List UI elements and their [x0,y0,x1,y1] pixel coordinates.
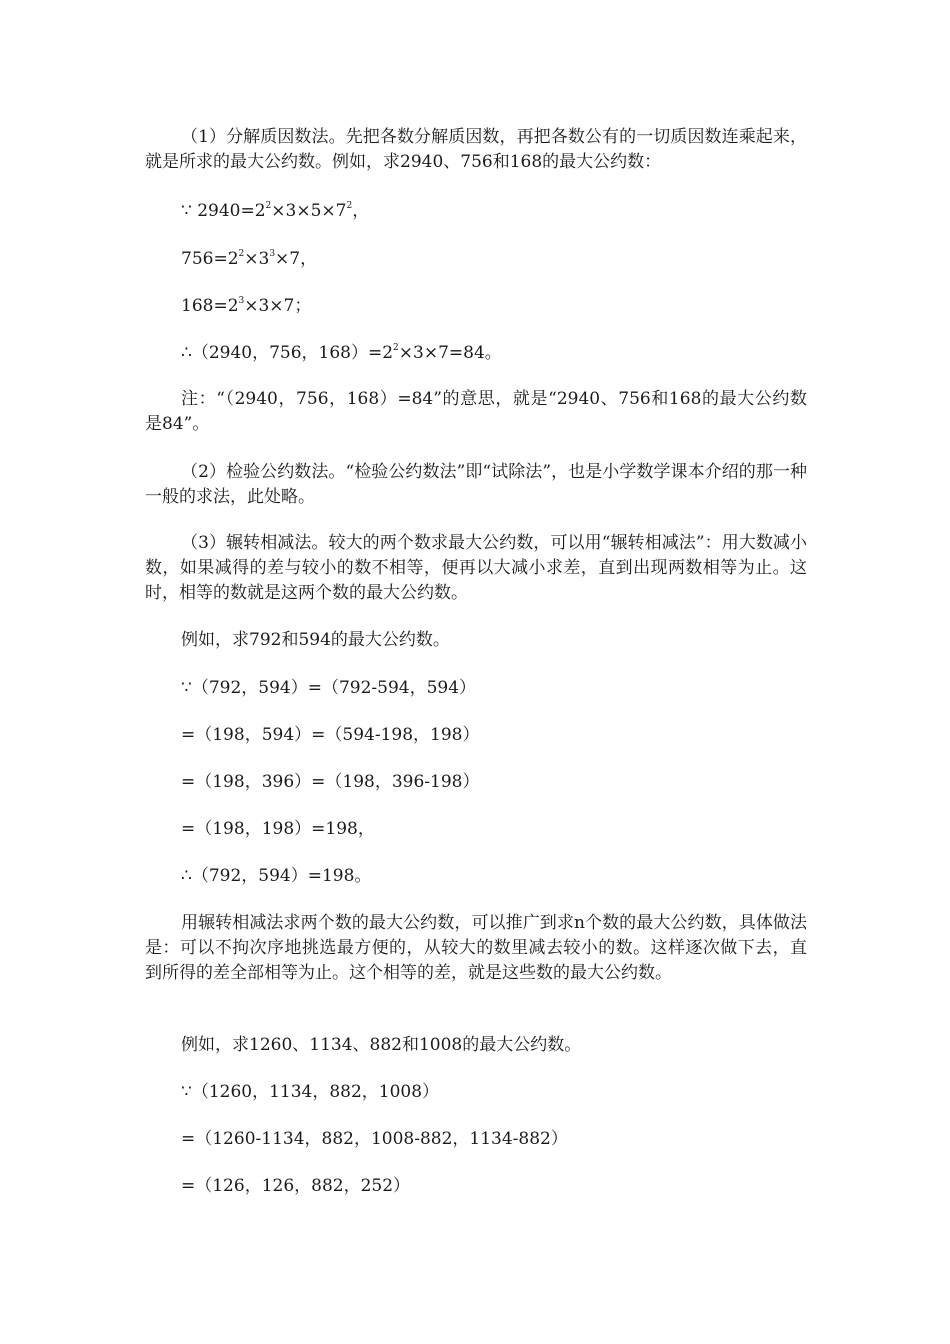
method1-equation-2940: ∵ $2940=2^2\times 3\times 5\times 7^2$， [181,201,370,221]
example1-step: ∵（792，594）=（792-594，594） [181,678,477,698]
method1-equation-756: $756=2^2\times 3^3\times 7$， [181,249,318,269]
method1-paragraph: （1）分解质因数法。先把各数分解质因数，再把各数公有的一切质因数连乘起来，就是所求的最大公约数。例如，求2940、756和168的最大公约数： [145,127,807,172]
method1-note: 注：“（2940，756，168）=84”的意思，就是“2940、756和168的最大公约数是84”。 [145,389,807,434]
example2-step: =（1260-1134，882，1008-882，1134-882） [181,1129,568,1149]
method1-conclusion: ∴（2940，756，$168)=2^2\times 3\times 7=84$。 [181,343,502,363]
generalization-paragraph: 用辗转相减法求两个数的最大公约数，可以推广到求n个数的最大公约数，具体做法是：可以不拘次序地挑选最方便的，从较大的数里减去较小的数。这样逐次做下去，直到所得的差全部相等为止。这个相等的差，就是这些数的最大公约数。 [145,913,807,983]
example2-intro: 例如，求1260、1134、882和1008的最大公约数。 [181,1035,582,1055]
example1-conclusion: ∴（792，594）=198。 [181,866,372,886]
method1-equation-168: $168=2^3\times 3\times 7$； [181,296,312,316]
method2-paragraph: （2）检验公约数法。“检验公约数法”即“试除法”，也是小学数学课本介绍的那一种一般的求法，此处略。 [145,462,807,507]
example1-step: =（198，396）=（198，396-198） [181,772,480,792]
example2-step: ∵（1260，1134，882，1008） [181,1082,440,1102]
example1-step: =（198，198）=198， [181,819,375,839]
example2-step: =（126，126，882，252） [181,1176,411,1196]
example1-step: =（198，594）=（594-198，198） [181,725,480,745]
example1-intro: 例如，求792和594的最大公约数。 [181,630,450,650]
method3-paragraph: （3）辗转相减法。较大的两个数求最大公约数，可以用“辗转相减法”：用大数减小数，如果减得的差与较小的数不相等，便再以大减小求差，直到出现两数相等为止。这时，相等的数就是这两个数的最大公约数。 [145,533,807,603]
